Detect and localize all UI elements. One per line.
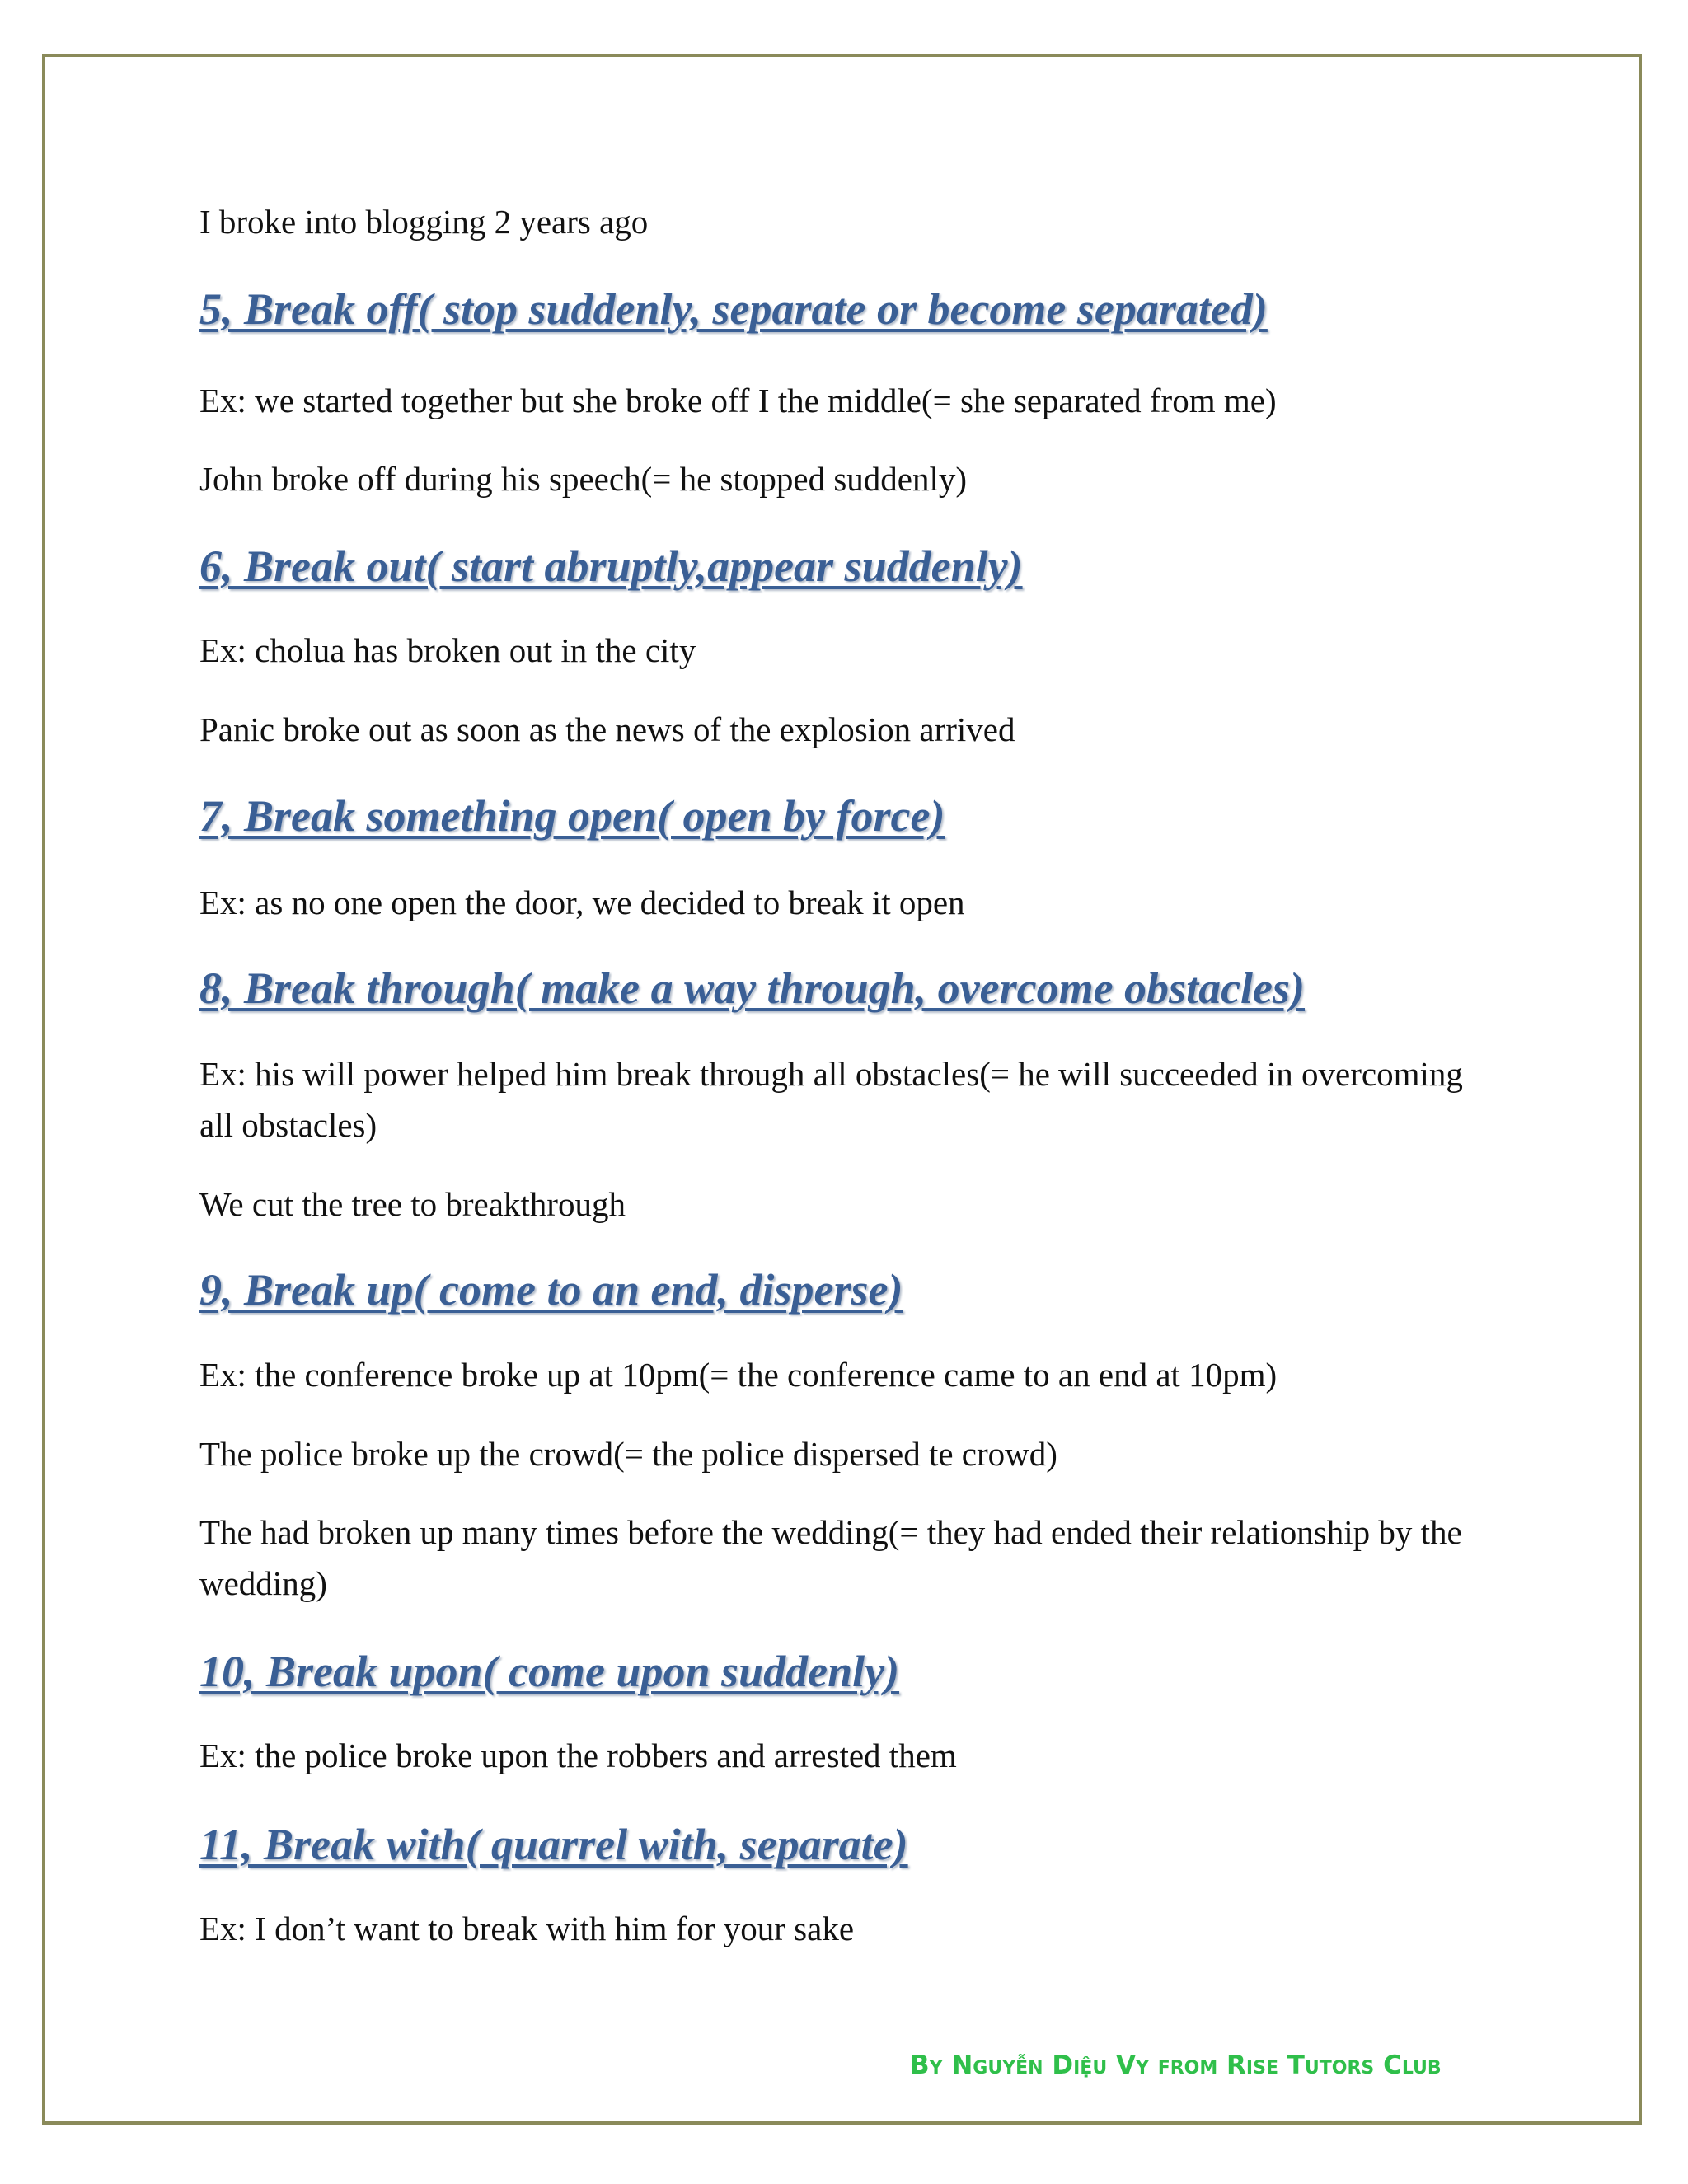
heading-break-out: 6, Break out( start abruptly,appear suddenly) <box>199 541 1023 591</box>
example-break-off-1: Ex: we started together but she broke off I the middle(= she separated from me) <box>199 382 1277 419</box>
example-break-up-2: The police broke up the crowd(= the police dispersed te crowd) <box>199 1435 1057 1473</box>
example-break-open: Ex: as no one open the door, we decided to break it open <box>199 883 965 921</box>
example-break-off-2: John broke off during his speech(= he stopped suddenly) <box>199 460 968 498</box>
example-break-upon: Ex: the police broke upon the robbers and arrested them <box>199 1736 957 1774</box>
example-break-through-1: Ex: his will power helped him break through all obstacles(= he will succeeded in overcoming all obstacles) <box>199 1055 1463 1144</box>
footer-credit: By Nguyễn Diệu Vy from Rise Tutors Club <box>910 2050 1442 2080</box>
example-break-out-2: Panic broke out as soon as the news of the explosion arrived <box>199 710 1015 748</box>
example-break-up-1: Ex: the conference broke up at 10pm(= the conference came to an end at 10pm) <box>199 1356 1278 1394</box>
example-break-up-3: The had broken up many times before the wedding(= they had ended their relationship by the wedding) <box>199 1513 1462 1602</box>
example-break-with: Ex: I don’t want to break with him for your sake <box>199 1910 855 1947</box>
example-break-out-1: Ex: cholua has broken out in the city <box>199 631 696 669</box>
heading-break-through: 8, Break through( make a way through, overcome obstacles) <box>199 963 1306 1013</box>
heading-break-off: 5, Break off( stop suddenly, separate or become separated) <box>199 284 1268 334</box>
heading-break-up: 9, Break up( come to an end, disperse) <box>199 1265 903 1315</box>
intro-example: I broke into blogging 2 years ago <box>199 203 649 241</box>
heading-break-upon: 10, Break upon( come upon suddenly) <box>199 1647 900 1696</box>
heading-break-something-open: 7, Break something open( open by force) <box>199 791 945 841</box>
heading-break-with: 11, Break with( quarrel with, separate) <box>199 1820 908 1869</box>
example-break-through-2: We cut the tree to breakthrough <box>199 1185 626 1223</box>
